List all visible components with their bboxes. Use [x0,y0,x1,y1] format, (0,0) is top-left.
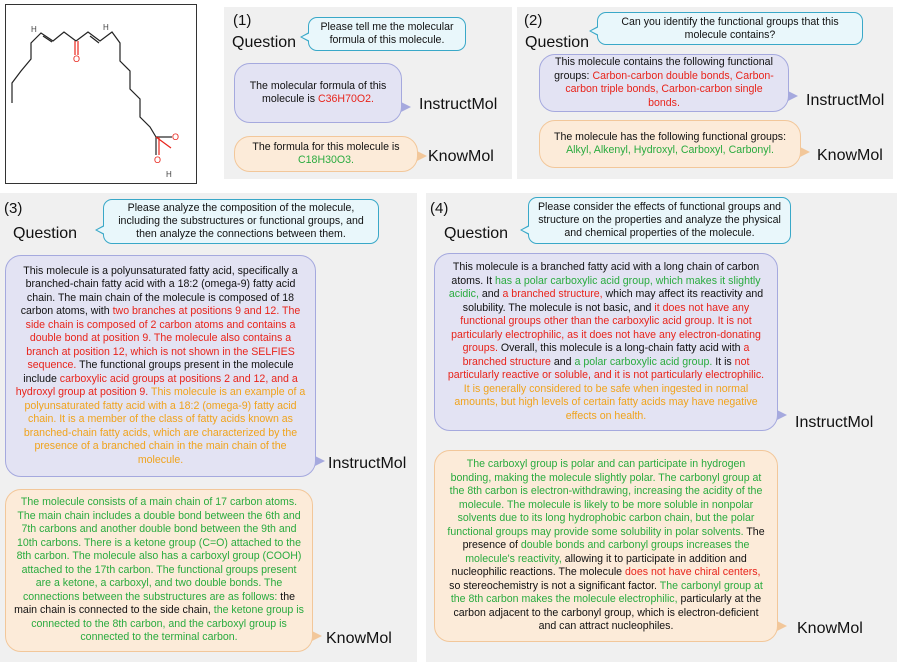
answer-text-segment: the ketone group is connected to the 8th carbon, and the carboxyl group is connected to the terminal carbon. [31,604,304,644]
answer-text-segment: not particularly reactive or soluble, and it is not particularly electrophilic. [447,355,765,381]
answer-text-segment: The carbonyl group at the 8th carbon makes the molecule electrophilic, [450,579,763,606]
hydrogen-label: H [31,25,37,34]
instructmol-label: InstructMol [795,414,874,431]
answer-text-segment: which may affect its reactivity and solubility. The molecule is not basic, and [462,288,764,314]
answer-text-segment: The molecular formula of this molecule is [249,79,387,105]
answer-text-segment: a branched structure, [502,288,603,300]
answer-text-segment: double bonds and carbonyl groups increases the molecule's reactivity, [465,539,750,565]
instructmol-answer [5,255,316,477]
answer-text-segment: It is [712,355,735,368]
molecule-svg [6,5,196,183]
hydrogen-label: H [166,170,172,179]
oxygen-label: O [172,132,180,142]
answer-text-segment: carboxylic acid groups at positions 2 and 12, and a hydroxyl group at position 9. [15,372,298,399]
answer-text-segment: This molecule is a branched fatty acid with a long chain of carbon atoms. It [451,261,760,287]
knowmol-label: KnowMol [326,630,392,647]
answer-text-segment: does not have chiral centers, [625,566,761,579]
knowmol-label: KnowMol [817,147,883,164]
knowmol-answer [539,120,801,168]
instructmol-label: InstructMol [328,455,407,472]
answer-text-segment: Carbon-carbon double bonds, Carbon-carbon triple bonds, Carbon-carbon single bonds. [565,69,774,109]
knowmol-answer [234,136,418,172]
answer-text-segment: a branched structure [462,342,750,368]
oxygen-label: O [73,54,81,64]
instructmol-label: InstructMol [806,92,885,109]
hydrogen-label: H [103,23,109,32]
answer-text-segment: has a polar carboxylic acid group, which makes it slightly acidic, [448,274,761,300]
question-bubble: Please analyze the composition of the molecule, including the substructures or functional groups, and then analyze the connections between them. [103,199,379,244]
answer-text-segment: The carboxyl group is polar and can participate in hydrogen bonding, making the molecule slightly polar. The carbonyl group at the 8th carbon is electron-withdrawing, increasing the acidity of the molecule. The molecule is likely to be more soluble in nonpolar solvents due to its long hydrophobic carbon chain, but the polar functional groups may provide some solubility in polar solvents. [447,458,763,538]
panel-number: (3) [4,200,23,217]
answer-text-segment: and [478,288,503,300]
answer-text-segment: The molecule consists of a main chain of 17 carbon atoms. The main chain includes a double bond between the 6th and 7th carbons and another double bond between the 9th and 10th carbons. There is a ketone group (C=O) attached to the 8th carbon. The molecule also has a carboxyl group (COOH) attached to the 17th carbon. The functional groups present are a ketone, a carboxyl, and two double bonds. The connections between the substructures are as follows: [16,496,302,603]
question-label: Question [13,225,78,242]
answer-text-segment: The molecule has the following functional groups: [553,130,787,143]
answer-text-segment: This molecule is an example of a polyunsaturated fatty acid with a 18:2 (omega-9) fatty acid chain. It is a member of the class of fatty acids known as branched-chain fatty acids, which are characterized by the presence of a branched chain in the main chain of the molecule. [23,386,306,466]
molecule-structure [5,4,197,184]
answer-text-segment: This molecule contains the following functional groups: [554,56,773,82]
answer-text-segment: It is generally considered to be safe when ingested in normal amounts, but high levels of certain fatty acids may have negative effects on health. [454,382,758,422]
panel-number: (2) [524,12,543,29]
answer-text-segment: C36H70O2. [317,93,374,105]
question-bubble: Please consider the effects of functional groups and structure on the properties and analyze the physical and chemical properties of the molecule. [528,197,791,244]
instructmol-answer [234,63,402,123]
panel-number: (1) [233,12,252,29]
answer-text-segment: Overall, this molecule is a long-chain fatty acid with [497,342,744,354]
answer-text-segment: The formula for this molecule is [252,140,400,153]
answer-text-segment: so stereochemistry is not a significant factor. [449,579,660,592]
answer-text-segment: two branches at positions 9 and 12. The side chain is composed of 2 carbon atoms and contains a double bond at position 9. The molecule also contains a branch at position 12, which is not shown in the SELFIES sequence. [25,305,301,372]
panel-number: (4) [430,200,449,217]
oxygen-label: O [154,155,162,165]
knowmol-label: KnowMol [797,620,863,637]
knowmol-answer [434,450,778,642]
instructmol-label: InstructMol [419,96,498,113]
answer-text-segment: allowing it to participate in addition and nucleophilic reactions. The molecule [451,552,747,579]
knowmol-label: KnowMol [428,148,494,165]
question-label: Question [232,34,297,51]
instructmol-answer [434,253,778,431]
answer-text-segment: Alkyl, Alkenyl, Hydroxyl, Carboxyl, Carbonyl. [566,144,774,156]
question-bubble: Please tell me the molecular formula of this molecule. [308,17,466,51]
answer-text-segment: The functional groups present in the molecule include [23,359,294,385]
answer-text-segment: The presence of [462,525,765,552]
question-label: Question [525,34,590,51]
question-label: Question [444,225,509,242]
answer-text-segment: the main chain is connected to the side chain, [14,590,296,617]
answer-text-segment: it does not have any functional groups other than the carboxylic acid group. It is not particularly electrophilic, as it does not have any electron-donating groups. [451,301,761,354]
knowmol-answer [5,489,313,652]
answer-text-segment: a polar carboxylic acid group. [574,355,713,368]
question-bubble: Can you identify the functional groups that this molecule contains? [597,12,863,45]
answer-text-segment: and [550,355,575,368]
answer-text-segment: C18H30O3. [298,154,354,166]
answer-text-segment: particularly at the carbon adjacent to the carbonyl group, which is electron-deficient and can attract nucleophiles. [453,593,762,633]
instructmol-answer [539,54,789,112]
answer-text-segment: This molecule is a polyunsaturated fatty acid, specifically a branched-chain fatty acid with a 18:2 (omega-9) fatty acid chain. The main chain of the molecule is composed of 18 carbon atoms, with [20,264,298,318]
